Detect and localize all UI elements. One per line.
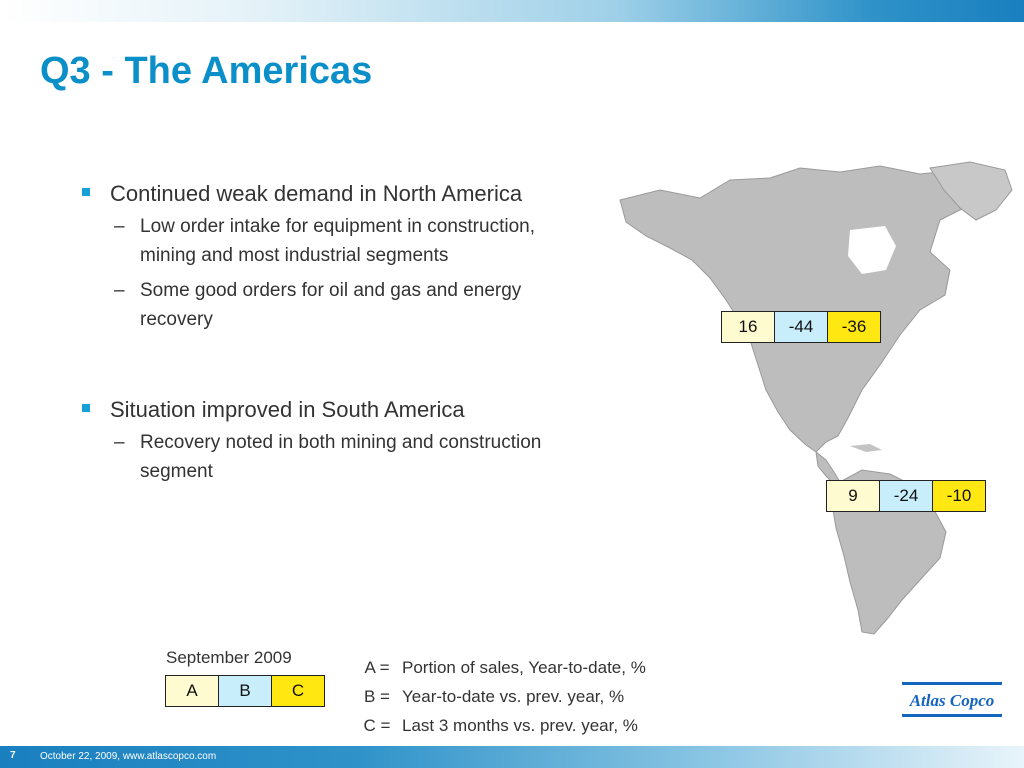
sub-bullet-text: Low order intake for equipment in construction, mining and most industrial segments bbox=[140, 216, 535, 266]
top-gradient-band bbox=[0, 0, 1024, 22]
na-portion-of-sales: 16 bbox=[722, 312, 775, 343]
na-ytd-change: -44 bbox=[775, 312, 828, 343]
definition-row bbox=[352, 682, 646, 711]
na-last-3-months-change: -36 bbox=[828, 312, 881, 343]
legend-caption: September 2009 bbox=[166, 648, 292, 667]
slide-number: 7 bbox=[10, 750, 16, 761]
dash-bullet-icon: – bbox=[114, 216, 125, 237]
bullet-south-america bbox=[82, 394, 552, 426]
bullet-list bbox=[82, 178, 552, 486]
legend-cell-a: A bbox=[166, 676, 219, 707]
dash-bullet-icon: – bbox=[114, 280, 125, 301]
atlas-copco-logo bbox=[900, 680, 1004, 720]
north-america-figures bbox=[721, 311, 881, 343]
south-america-figures bbox=[826, 480, 986, 512]
sub-bullet bbox=[82, 276, 552, 334]
legend-cell-b: B bbox=[219, 676, 272, 707]
legend-definitions bbox=[352, 653, 646, 740]
slide-title: Q3 - The Americas bbox=[40, 50, 373, 92]
dash-bullet-icon: – bbox=[114, 432, 125, 453]
definition-text: Year-to-date vs. prev. year, % bbox=[402, 687, 625, 706]
north-america-landmass bbox=[620, 166, 990, 452]
bullet-north-america bbox=[82, 178, 552, 210]
definition-key: A = bbox=[364, 658, 390, 677]
sub-bullet bbox=[82, 212, 552, 270]
definition-row bbox=[352, 653, 646, 682]
definition-row bbox=[352, 711, 646, 740]
caribbean-islands bbox=[850, 444, 882, 452]
square-bullet-icon bbox=[82, 404, 90, 412]
logo-rule-top bbox=[902, 682, 1002, 685]
sa-portion-of-sales: 9 bbox=[827, 481, 880, 512]
logo-wordmark: Atlas Copco bbox=[909, 691, 995, 710]
definition-text: Portion of sales, Year-to-date, % bbox=[402, 658, 646, 677]
definition-text: Last 3 months vs. prev. year, % bbox=[402, 716, 638, 735]
legend-cell-c: C bbox=[272, 676, 325, 707]
bullet-text: Situation improved in South America bbox=[110, 397, 465, 422]
footer-text: October 22, 2009, www.atlascopco.com bbox=[40, 751, 217, 762]
sa-last-3-months-change: -10 bbox=[933, 481, 986, 512]
bullet-text: Continued weak demand in North America bbox=[110, 181, 523, 206]
definition-key: C = bbox=[363, 716, 391, 735]
sub-bullet-text: Some good orders for oil and gas and energy recovery bbox=[140, 280, 522, 330]
sub-bullet-text: Recovery noted in both mining and construction segment bbox=[140, 432, 542, 482]
sa-ytd-change: -24 bbox=[880, 481, 933, 512]
square-bullet-icon bbox=[82, 188, 90, 196]
americas-map bbox=[600, 160, 1020, 640]
legend-key bbox=[165, 675, 325, 707]
logo-rule-bottom bbox=[902, 714, 1002, 717]
sub-bullet bbox=[82, 428, 552, 486]
definition-key: B = bbox=[364, 687, 390, 706]
footer-bar bbox=[0, 746, 1024, 768]
